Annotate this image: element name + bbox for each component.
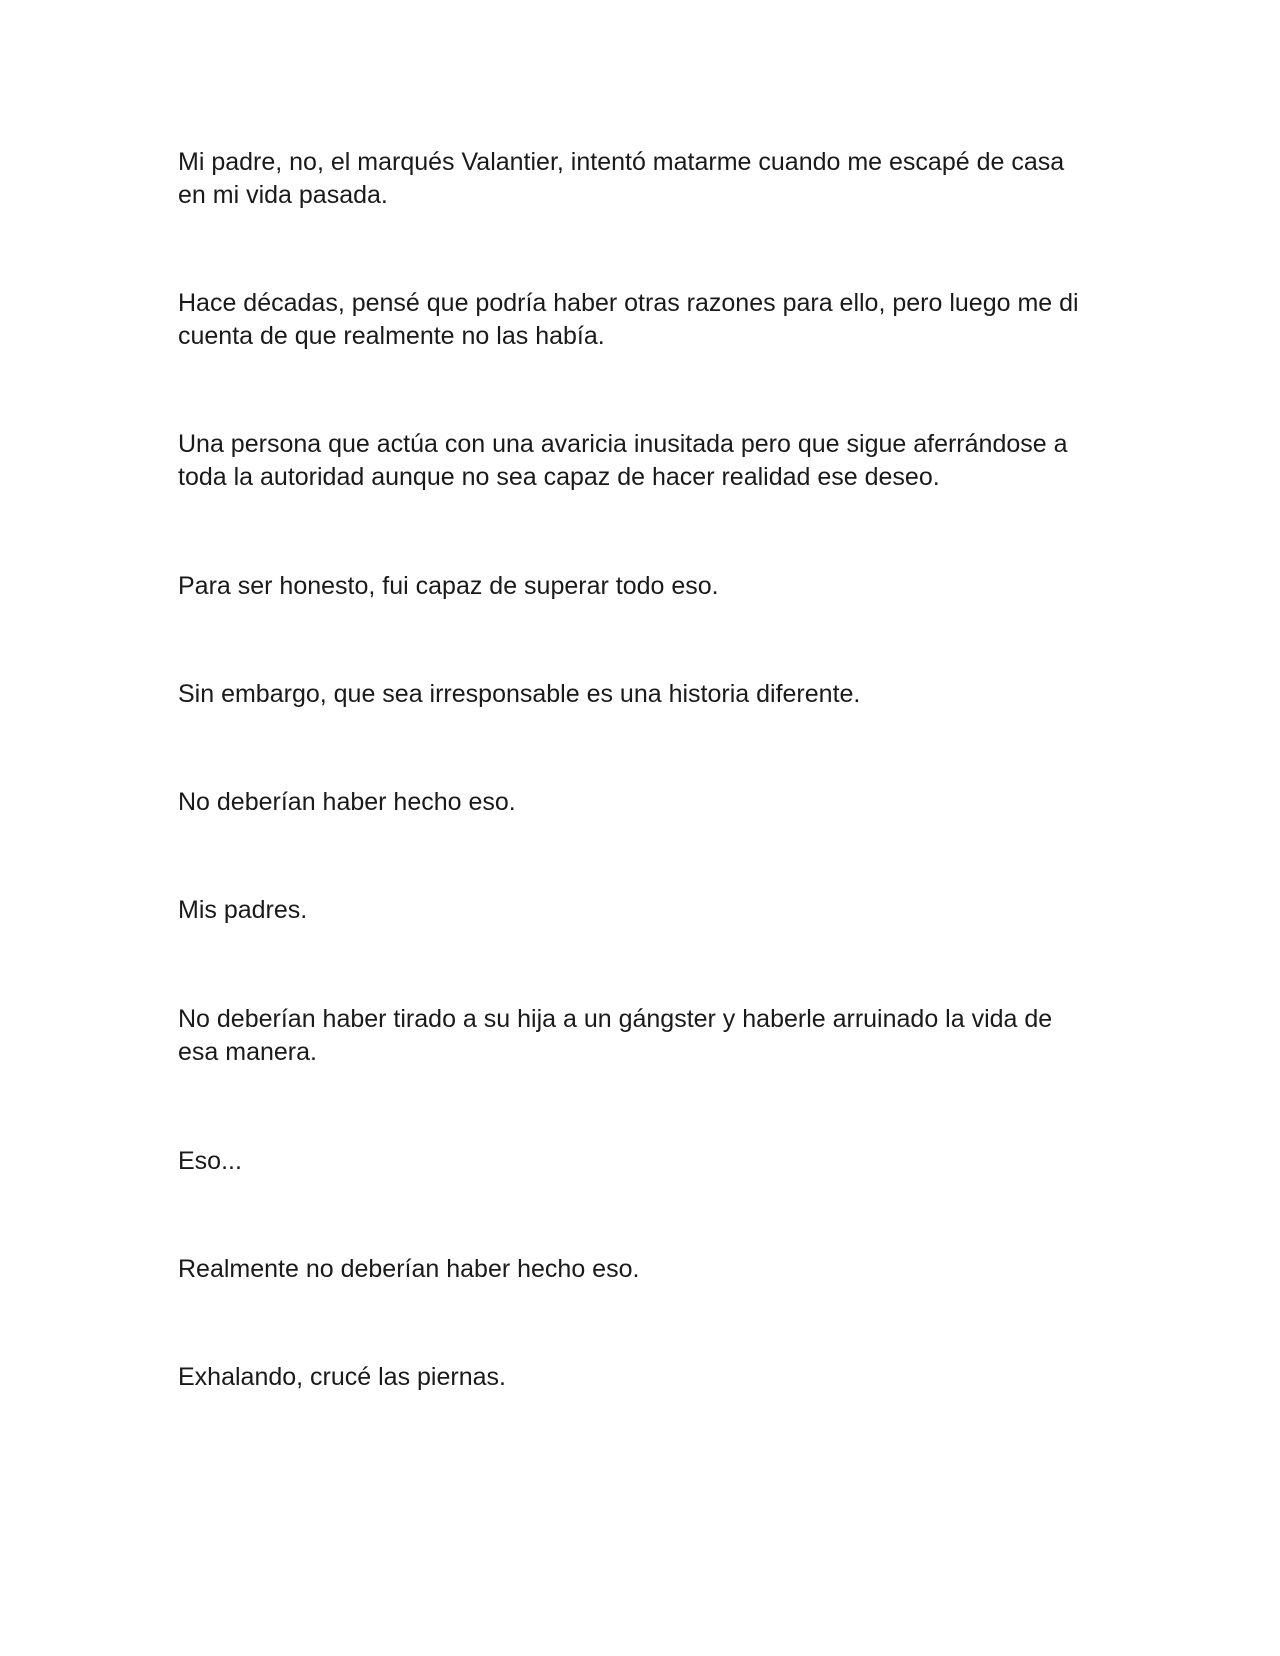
- paragraph: Una persona que actúa con una avaricia inusitada pero que sigue aferrándose a toda la autoridad aunque no sea capaz de hacer realidad ese deseo.: [178, 430, 1068, 491]
- paragraph: Para ser honesto, fui capaz de superar todo eso.: [178, 572, 719, 600]
- paragraph: Mi padre, no, el marqués Valantier, intentó matarme cuando me escapé de casa en mi vida pasada.: [178, 148, 1065, 209]
- paragraph: No deberían haber hecho eso.: [178, 788, 516, 816]
- paragraph: Eso...: [178, 1147, 242, 1175]
- paragraph: Sin embargo, que sea irresponsable es una historia diferente.: [178, 680, 861, 708]
- paragraph: Hace décadas, pensé que podría haber otras razones para ello, pero luego me di cuenta de que realmente no las había.: [178, 289, 1079, 350]
- paragraph: Mis padres.: [178, 896, 308, 924]
- paragraph: Realmente no deberían haber hecho eso.: [178, 1255, 640, 1283]
- paragraph: No deberían haber tirado a su hija a un gángster y haberle arruinado la vida de esa manera.: [178, 1005, 1053, 1066]
- paragraph: Exhalando, crucé las piernas.: [178, 1363, 506, 1391]
